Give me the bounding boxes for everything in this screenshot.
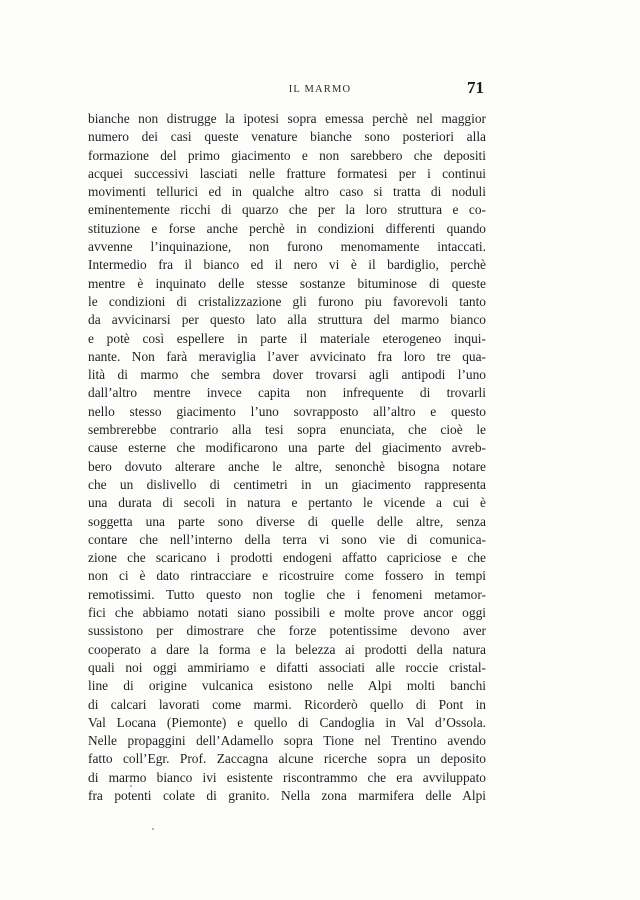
text-line: le condizioni di cristalizzazione gli furono piu favorevoli tanto bbox=[88, 293, 486, 309]
text-line: sussistono per dimostrare che forze potentissime devono aver bbox=[88, 623, 486, 639]
text-line: bianche non distrugge la ipotesi sopra emessa perchè nel maggior bbox=[88, 111, 486, 126]
text-line: di calcari lavorati come marmi. Ricorderò quello di Pont in bbox=[88, 696, 486, 712]
text-line: zione che scaricano i prodotti endogeni affatto capriciose e che bbox=[88, 550, 486, 566]
text-line: cooperato a dare la forma e la belezza ai prodotti della natura bbox=[88, 641, 486, 657]
paper-speck bbox=[152, 828, 154, 830]
text-line: Val Locana (Piemonte) e quello di Candoglia in Val d’Ossola. bbox=[88, 714, 486, 730]
text-line: lità di marmo che sembra dover trovarsi agli antipodi l’uno bbox=[88, 367, 486, 383]
text-line: remotissimi. Tutto questo non toglie che i fenomeni metamor- bbox=[88, 586, 486, 602]
text-line: quali noi oggi ammiriamo e difatti associati alle roccie cristal- bbox=[88, 659, 486, 675]
running-title: IL MARMO bbox=[288, 84, 352, 95]
text-line: contare che nell’interno della terra vi sono vie di comunica- bbox=[88, 531, 486, 547]
text-line: soggetta una parte sono diverse di quelle delle altre, senza bbox=[88, 513, 486, 529]
text-line: stituzione e forse anche perchè in condizioni differenti quando bbox=[88, 220, 486, 236]
text-line: fici che abbiamo notati siano possibili e molte prove ancor oggi bbox=[88, 605, 486, 621]
text-line: di marmo bianco ivi esistente riscontrammo che era avviluppato bbox=[88, 769, 486, 785]
text-line: mentre è inquinato delle stesse sostanze bituminose di queste bbox=[88, 275, 486, 291]
text-line: Nelle propaggini dell’Adamello sopra Tione nel Trentino avendo bbox=[88, 733, 486, 749]
text-line: da avvicinarsi per questo lato alla struttura del marmo bianco bbox=[88, 312, 486, 328]
text-line: nante. Non farà meraviglia l’aver avvicinato fra loro tre qua- bbox=[88, 348, 486, 364]
text-line: non ci è dato rintracciare e ricostruire come fossero in tempi bbox=[88, 568, 486, 584]
text-line: che un dislivello di centimetri in un giacimento rappresenta bbox=[88, 476, 486, 492]
text-line: movimenti tellurici ed in qualche altro caso si tratta di noduli bbox=[88, 184, 486, 200]
text-line: fatto coll’Egr. Prof. Zaccagna alcune ricerche sopra un deposito bbox=[88, 751, 486, 767]
text-line: acquei successivi lasciati nelle fratture formatesi per i continui bbox=[88, 165, 486, 181]
text-line: fra potenti colate di granito. Nella zona marmifera delle Alpi bbox=[88, 787, 486, 803]
text-line: sembrerebbe contrario alla tesi sopra enunciata, che cioè le bbox=[88, 422, 486, 438]
text-line: formazione del primo giacimento e non sarebbero che depositi bbox=[88, 147, 486, 163]
text-line: line di origine vulcanica esistono nelle Alpi molti banchi bbox=[88, 678, 486, 694]
text-line: Intermedio fra il bianco ed il nero vi è il bardiglio, perchè bbox=[88, 257, 486, 273]
paper-speck bbox=[130, 785, 132, 787]
page-number: 71 bbox=[467, 78, 484, 97]
text-line: cause esterne che modificarono una parte del giacimento avreb- bbox=[88, 440, 486, 456]
text-line: dall’altro mentre invece capita non infrequente di trovarli bbox=[88, 385, 486, 401]
text-line: eminentemente ricchi di quarzo che per la loro struttura e co- bbox=[88, 202, 486, 218]
text-line: numero dei casi queste venature bianche sono posteriori alla bbox=[88, 129, 486, 145]
text-line: avvenne l’inquinazione, non furono menomamente intaccati. bbox=[88, 239, 486, 255]
text-line: nello stesso giacimento l’uno sovrapposto all’altro e questo bbox=[88, 403, 486, 419]
running-header bbox=[0, 78, 640, 102]
text-line: una durata di secoli in natura e pertanto le vicende a cui è bbox=[88, 495, 486, 511]
text-line: bero dovuto alterare anche le altre, senonchè bisogna notare bbox=[88, 458, 486, 474]
body-text bbox=[88, 110, 486, 805]
text-line: e potè così espellere in parte il materiale eterogeneo inqui- bbox=[88, 330, 486, 346]
